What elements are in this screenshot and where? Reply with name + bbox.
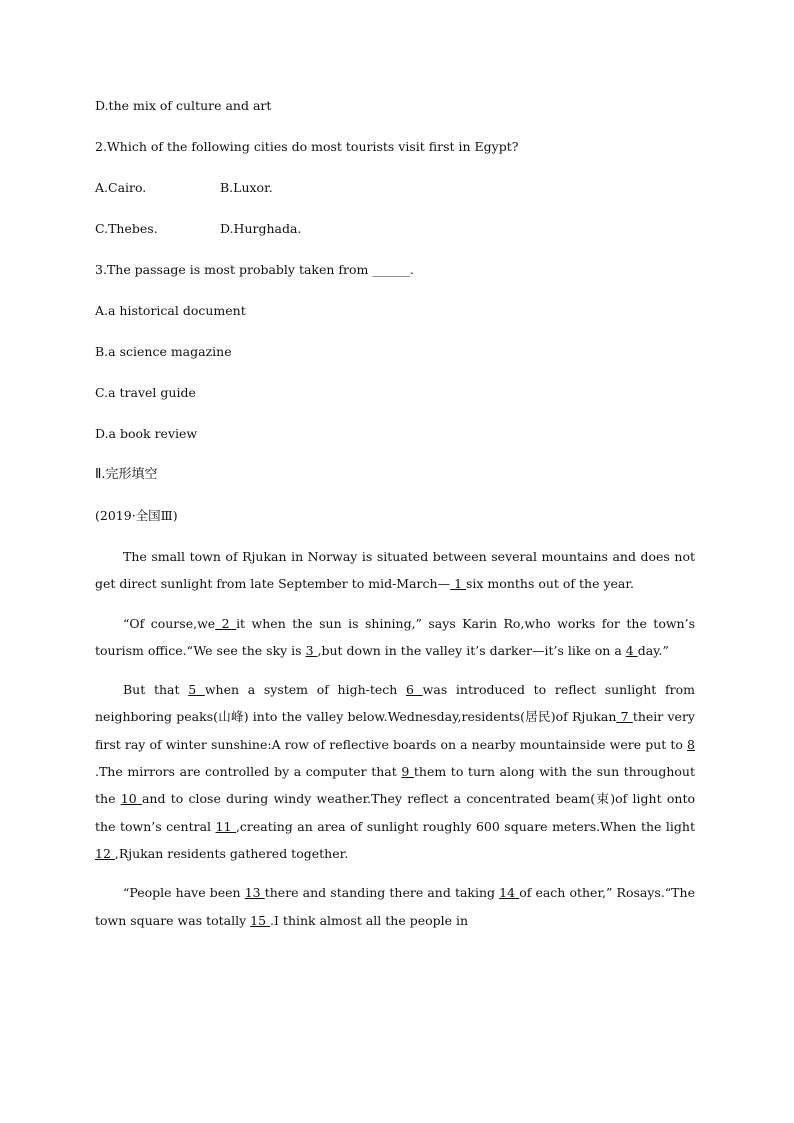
q3-stem: 3.The passage is most probably taken from ______. bbox=[95, 262, 414, 277]
passage-text: day.” bbox=[637, 642, 669, 658]
passage-paragraph-2 bbox=[95, 610, 695, 665]
blank-3: 3 bbox=[305, 642, 318, 658]
blank-7: 7 bbox=[616, 709, 633, 725]
q1-option-d: D.the mix of culture and art bbox=[95, 98, 272, 113]
passage-text: The small town of Rjukan in Norway is situated between several mountains and does not get direct sunlight from late September to mid-March— bbox=[95, 549, 695, 592]
q2-options-row1 bbox=[95, 174, 695, 201]
passage-paragraph-3 bbox=[95, 676, 695, 867]
passage-paragraph-1 bbox=[95, 543, 695, 598]
q2-option-a: A.Cairo. bbox=[95, 180, 147, 195]
passage-text: ,Rjukan residents gathered together. bbox=[114, 845, 349, 861]
passage-text: was introduced to reflect sunlight from neighboring peaks(山峰) into the valley below.Wednesday,residents(居民)of Rjukan bbox=[95, 682, 695, 725]
blank-6: 6 bbox=[406, 682, 423, 698]
q2-option-b: B.Luxor. bbox=[220, 180, 273, 195]
passage-text: six months out of the year. bbox=[466, 576, 634, 592]
q3-option-b: B.a science magazine bbox=[95, 344, 232, 359]
blank-14: 14 bbox=[499, 885, 520, 901]
section-source: (2019·全国Ⅲ) bbox=[95, 508, 178, 523]
blank-13: 13 bbox=[244, 885, 265, 901]
blank-9: 9 bbox=[401, 764, 414, 780]
passage-text: their very first ray of winter sunshine:A row of reflective boards on a nearby mountainside were put to bbox=[95, 709, 695, 752]
q3-option-c: C.a travel guide bbox=[95, 385, 196, 400]
blank-2: 2 bbox=[215, 615, 237, 631]
passage-text: them to turn along with the sun throughout the bbox=[95, 764, 695, 807]
passage-text: “People have been bbox=[123, 885, 245, 901]
passage-text: .The mirrors are controlled by a computer that bbox=[95, 764, 402, 780]
passage-text: .I think almost all the people in bbox=[270, 912, 469, 928]
document-page bbox=[95, 92, 695, 934]
passage-text: when a system of high-tech bbox=[204, 682, 407, 698]
q2-stem: 2.Which of the following cities do most tourists visit first in Egypt? bbox=[95, 139, 519, 154]
passage-text: “Of course,we bbox=[123, 615, 216, 631]
passage-text: there and standing there and taking bbox=[264, 885, 500, 901]
q2-option-d: D.Hurghada. bbox=[220, 221, 302, 236]
passage-text: and to close during windy weather.They reflect a concentrated beam(束)of light onto the town’s central bbox=[95, 791, 696, 834]
blank-11: 11 bbox=[215, 818, 236, 834]
q3-option-d: D.a book review bbox=[95, 426, 198, 441]
blank-15: 15 bbox=[250, 912, 271, 928]
blank-12: 12 bbox=[95, 845, 115, 861]
q2-option-c: C.Thebes. bbox=[95, 221, 158, 236]
blank-1: 1 bbox=[450, 576, 466, 592]
q3-option-a: A.a historical document bbox=[95, 303, 246, 318]
passage-text: it when the sun is shining,” says Karin Ro,who works for the town’s tourism office.“We see the sky is bbox=[95, 615, 695, 658]
blank-4: 4 bbox=[625, 642, 638, 658]
passage-text: ,creating an area of sunlight roughly 600 square meters.When the light bbox=[235, 818, 695, 834]
blank-8: 8 bbox=[687, 736, 695, 752]
passage-text: of each other,” Rosays.“The town square was totally bbox=[95, 885, 695, 928]
q2-options-row2 bbox=[95, 215, 695, 242]
passage-text: ,but down in the valley it’s darker—it’s like on a bbox=[317, 642, 626, 658]
passage-paragraph-4 bbox=[95, 879, 695, 934]
blank-5: 5 bbox=[188, 682, 205, 698]
section-title: Ⅱ.完形填空 bbox=[95, 467, 158, 482]
blank-10: 10 bbox=[120, 791, 142, 807]
passage-text: But that bbox=[123, 682, 189, 698]
